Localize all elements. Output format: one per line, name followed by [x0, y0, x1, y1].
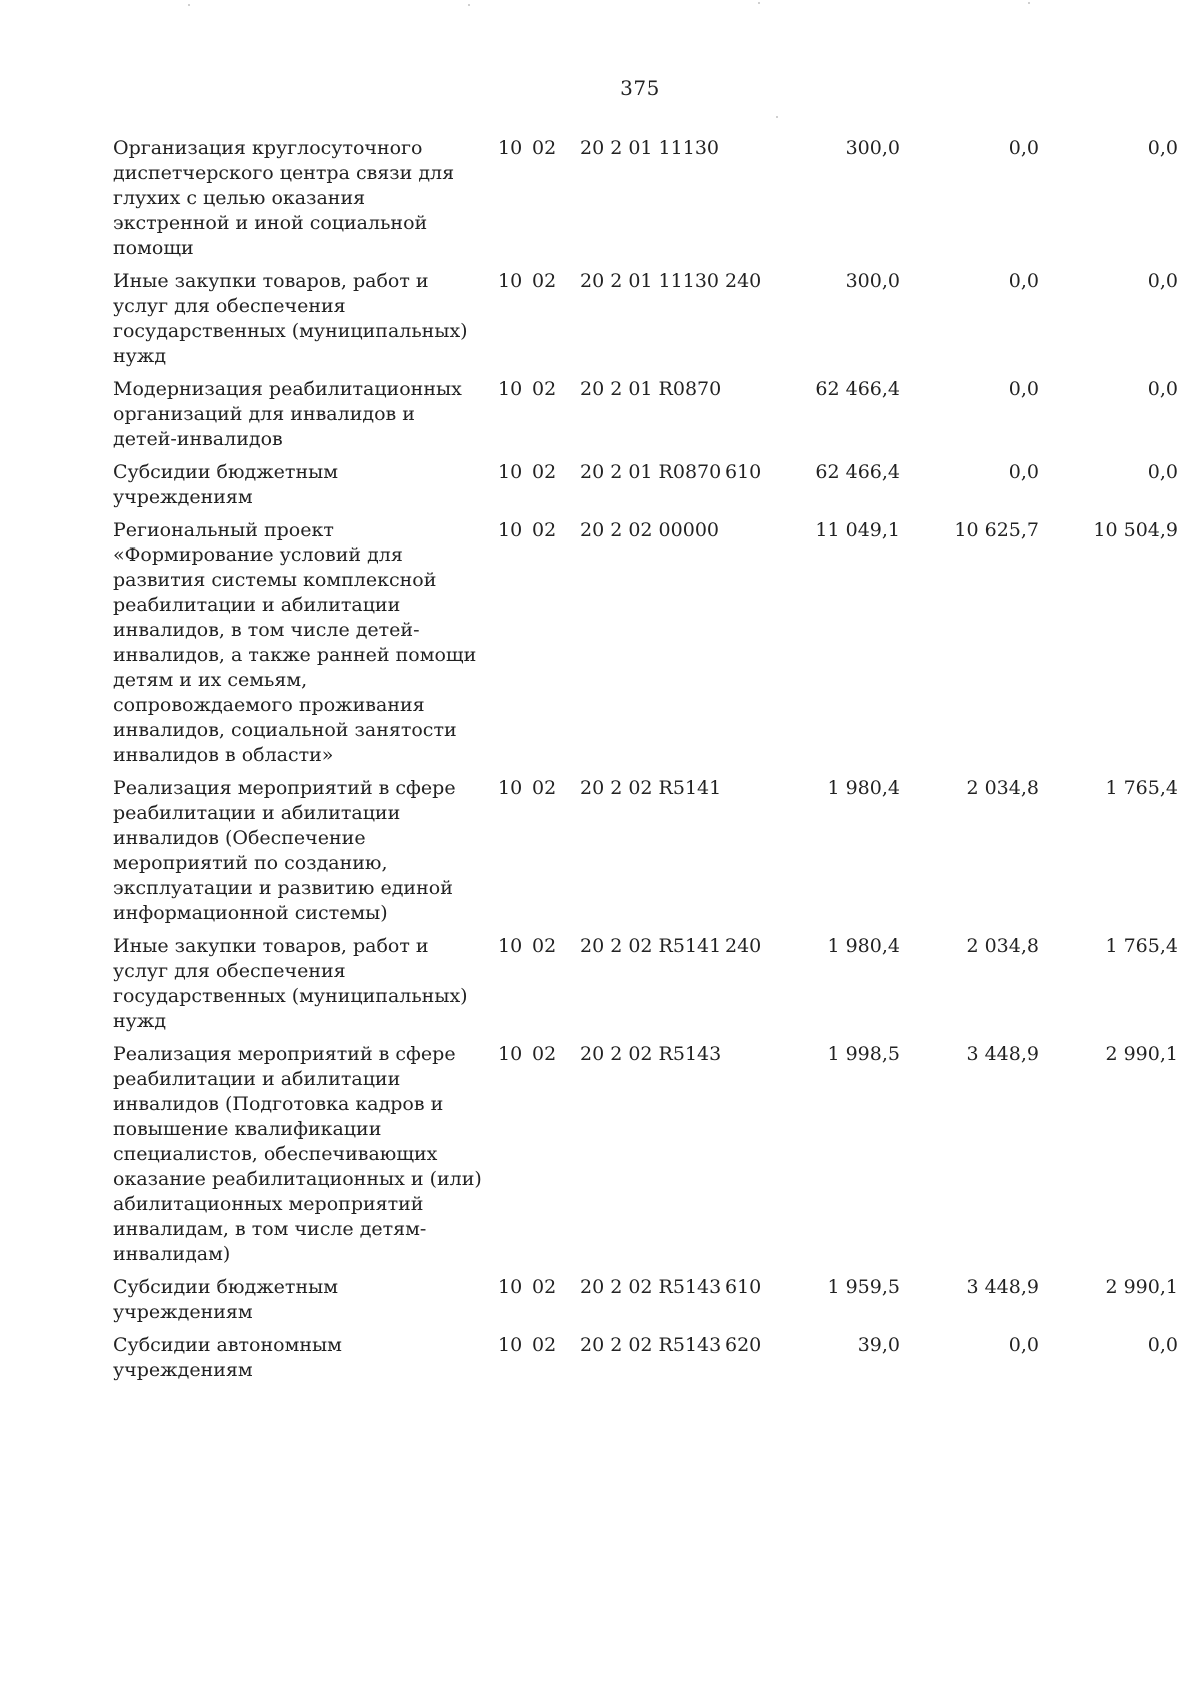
- amount-year-2: 0,0: [1008, 137, 1039, 159]
- amount-year-2: 0,0: [1008, 1334, 1039, 1356]
- amount-year-1: 1 998,5: [827, 1043, 900, 1065]
- budget-table: [0, 136, 1200, 1391]
- expense-type-code: 620: [725, 1334, 762, 1356]
- row-name: Иные закупки товаров, работ и услуг для обеспечения государственных (муниципальных) нужд: [113, 935, 468, 1032]
- table-row: [0, 1333, 1200, 1383]
- table-row: [0, 518, 1200, 768]
- table-row: [0, 1275, 1200, 1325]
- amount-year-3: 2 990,1: [1105, 1276, 1178, 1298]
- expense-type-code: 240: [725, 270, 762, 292]
- row-name: Иные закупки товаров, работ и услуг для обеспечения государственных (муниципальных) нужд: [113, 270, 468, 367]
- amount-year-2: 2 034,8: [966, 777, 1039, 799]
- expense-type-code: 610: [725, 461, 762, 483]
- subsection-code: 02: [532, 1276, 557, 1298]
- amount-year-3: 0,0: [1147, 1334, 1178, 1356]
- subsection-code: 02: [532, 461, 557, 483]
- expense-type-code: 240: [725, 935, 762, 957]
- target-article-code: 20 2 01 R0870: [580, 461, 722, 483]
- section-code: 10: [498, 777, 523, 799]
- target-article-code: 20 2 01 11130: [580, 137, 720, 159]
- expense-type-code: 610: [725, 1276, 762, 1298]
- amount-year-1: 1 980,4: [827, 777, 900, 799]
- amount-year-1: 62 466,4: [815, 378, 900, 400]
- subsection-code: 02: [532, 777, 557, 799]
- amount-year-3: 2 990,1: [1105, 1043, 1178, 1065]
- target-article-code: 20 2 02 R5143: [580, 1276, 722, 1298]
- target-article-code: 20 2 02 R5141: [580, 777, 722, 799]
- amount-year-3: 0,0: [1147, 270, 1178, 292]
- row-name: Субсидии автономным учреждениям: [113, 1334, 342, 1381]
- scan-speck: [1028, 2, 1030, 4]
- subsection-code: 02: [532, 935, 557, 957]
- table-row: [0, 934, 1200, 1034]
- section-code: 10: [498, 1276, 523, 1298]
- amount-year-2: 3 448,9: [966, 1276, 1039, 1298]
- row-name: Организация круглосуточного диспетчерского центра связи для глухих с целью оказания экстренной и иной социальной помощи: [113, 137, 455, 259]
- table-row: [0, 776, 1200, 926]
- row-name: Модернизация реабилитационных организаций для инвалидов и детей-инвалидов: [113, 378, 462, 450]
- amount-year-3: 0,0: [1147, 378, 1178, 400]
- row-name: Субсидии бюджетным учреждениям: [113, 461, 339, 508]
- scan-speck: [468, 4, 470, 6]
- scan-speck: [758, 2, 760, 4]
- table-row: [0, 1042, 1200, 1267]
- target-article-code: 20 2 02 R5143: [580, 1334, 722, 1356]
- amount-year-1: 300,0: [845, 270, 900, 292]
- row-name: Реализация мероприятий в сфере реабилитации и абилитации инвалидов (Обеспечение мероприятий по созданию, эксплуатации и развитию единой информационной системы): [113, 777, 456, 924]
- amount-year-2: 0,0: [1008, 378, 1039, 400]
- amount-year-1: 1 980,4: [827, 935, 900, 957]
- target-article-code: 20 2 02 R5143: [580, 1043, 722, 1065]
- amount-year-1: 300,0: [845, 137, 900, 159]
- amount-year-1: 62 466,4: [815, 461, 900, 483]
- subsection-code: 02: [532, 519, 557, 541]
- page-number: 375: [620, 76, 660, 100]
- amount-year-2: 0,0: [1008, 270, 1039, 292]
- section-code: 10: [498, 461, 523, 483]
- subsection-code: 02: [532, 137, 557, 159]
- amount-year-3: 0,0: [1147, 461, 1178, 483]
- amount-year-2: 10 625,7: [954, 519, 1039, 541]
- scan-speck: [188, 4, 190, 6]
- table-row: [0, 269, 1200, 369]
- section-code: 10: [498, 1043, 523, 1065]
- subsection-code: 02: [532, 378, 557, 400]
- table-row: [0, 460, 1200, 510]
- subsection-code: 02: [532, 1043, 557, 1065]
- row-name: Региональный проект «Формирование условий для развития системы комплексной реабилитации и абилитации инвалидов, в том числе детей-инвалидов, а также ранней помощи детям и их семьям, сопровождаемого проживания инвалидов, социальной занятости инвалидов в области»: [113, 519, 477, 766]
- row-name: Реализация мероприятий в сфере реабилитации и абилитации инвалидов (Подготовка кадров и повышение квалификации специалистов, обеспечивающих оказание реабилитационных и (или) абилитационных мероприятий инвалидам, в том числе детям-инвалидам): [113, 1043, 482, 1265]
- table-row: [0, 136, 1200, 261]
- subsection-code: 02: [532, 270, 557, 292]
- table-row: [0, 377, 1200, 452]
- scan-speck: [776, 116, 778, 118]
- section-code: 10: [498, 270, 523, 292]
- amount-year-2: 0,0: [1008, 461, 1039, 483]
- amount-year-3: 1 765,4: [1105, 935, 1178, 957]
- section-code: 10: [498, 935, 523, 957]
- target-article-code: 20 2 01 11130: [580, 270, 720, 292]
- amount-year-3: 10 504,9: [1093, 519, 1178, 541]
- amount-year-2: 2 034,8: [966, 935, 1039, 957]
- target-article-code: 20 2 01 R0870: [580, 378, 722, 400]
- section-code: 10: [498, 519, 523, 541]
- row-name: Субсидии бюджетным учреждениям: [113, 1276, 339, 1323]
- section-code: 10: [498, 378, 523, 400]
- amount-year-3: 0,0: [1147, 137, 1178, 159]
- amount-year-3: 1 765,4: [1105, 777, 1178, 799]
- amount-year-2: 3 448,9: [966, 1043, 1039, 1065]
- amount-year-1: 1 959,5: [827, 1276, 900, 1298]
- subsection-code: 02: [532, 1334, 557, 1356]
- amount-year-1: 39,0: [857, 1334, 900, 1356]
- amount-year-1: 11 049,1: [815, 519, 900, 541]
- section-code: 10: [498, 1334, 523, 1356]
- target-article-code: 20 2 02 00000: [580, 519, 720, 541]
- section-code: 10: [498, 137, 523, 159]
- target-article-code: 20 2 02 R5141: [580, 935, 722, 957]
